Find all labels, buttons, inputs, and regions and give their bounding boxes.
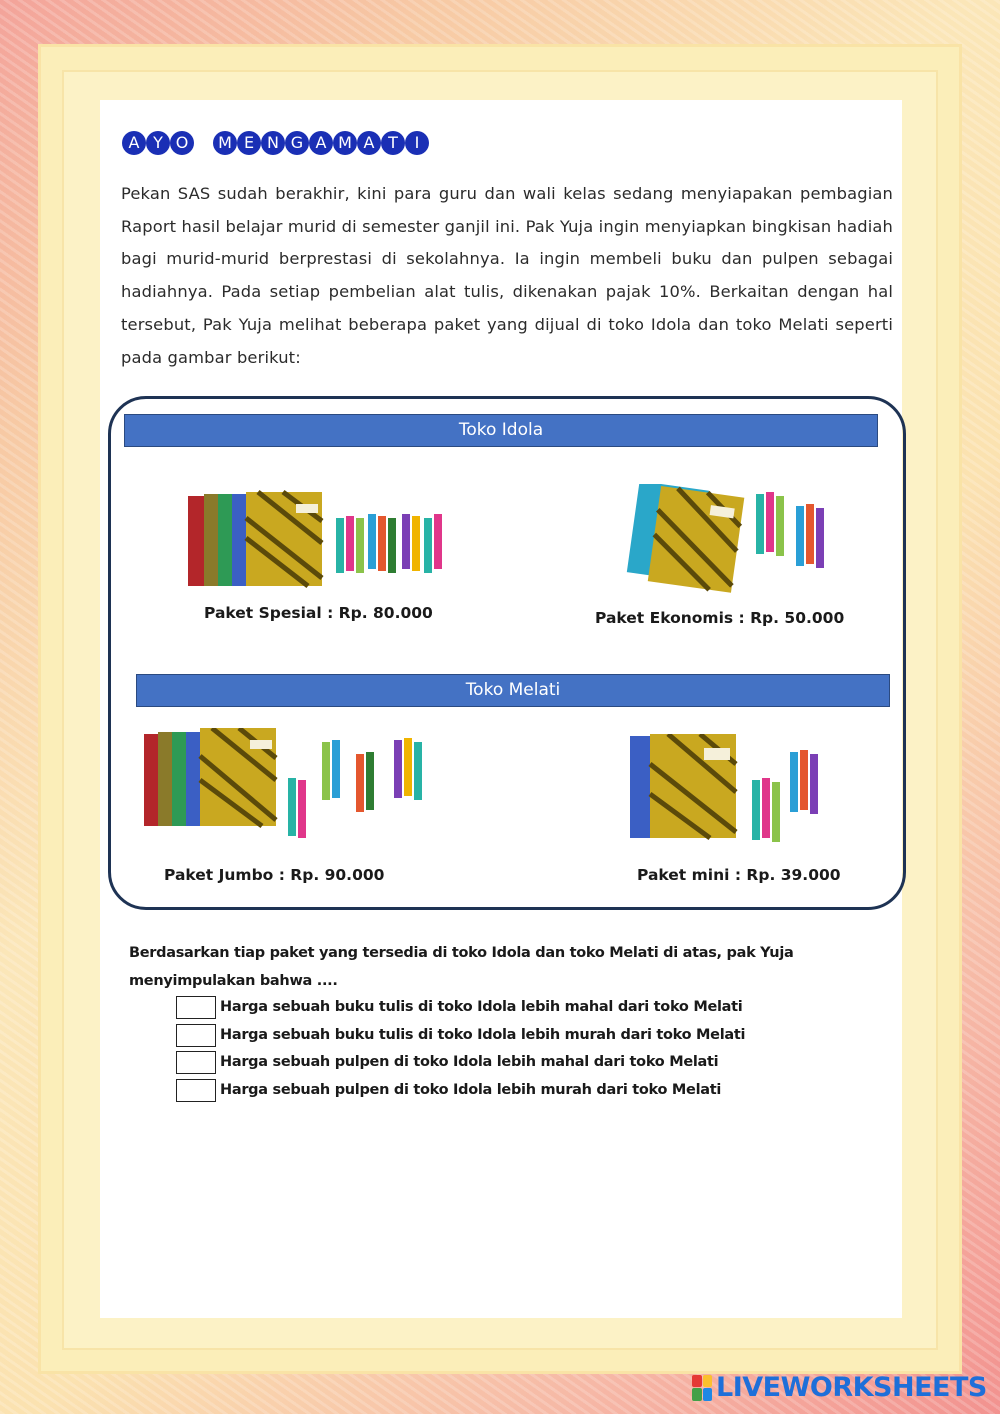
store-header-idola: Toko Idola <box>124 414 878 447</box>
title-letter: N <box>261 131 285 155</box>
package-image-spesial <box>188 488 450 590</box>
pen-icon <box>752 750 818 842</box>
title-space <box>194 131 213 155</box>
brand-name: LIVEWORKSHEETS <box>716 1372 987 1403</box>
package-image-ekonomis <box>626 484 831 594</box>
title-letter: I <box>405 131 429 155</box>
title-letter: T <box>381 131 405 155</box>
option-3 <box>176 1049 718 1075</box>
pen-icon <box>756 492 824 568</box>
option-2-label: Harga sebuah buku tulis di toko Idola lebih murah dari toko Melati <box>220 1027 746 1043</box>
option-2-checkbox[interactable] <box>176 1024 216 1047</box>
option-1-label: Harga sebuah buku tulis di toko Idola lebih mahal dari toko Melati <box>220 999 743 1015</box>
package-label-jumbo: Paket Jumbo : Rp. 90.000 <box>164 866 385 884</box>
package-label-spesial: Paket Spesial : Rp. 80.000 <box>204 604 433 622</box>
pen-icon <box>288 738 422 838</box>
title-letter: A <box>122 131 146 155</box>
title-letter: O <box>170 131 194 155</box>
option-4-checkbox[interactable] <box>176 1079 216 1102</box>
question-text: Berdasarkan tiap paket yang tersedia di toko Idola dan toko Melati di atas, pak Yuja menyimpulakan bahwa .... <box>129 945 794 989</box>
section-title <box>122 131 429 155</box>
package-image-mini <box>628 734 828 844</box>
package-label-mini: Paket mini : Rp. 39.000 <box>637 866 841 884</box>
option-3-label: Harga sebuah pulpen di toko Idola lebih mahal dari toko Melati <box>220 1054 719 1070</box>
liveworksheets-brand[interactable] <box>692 1372 987 1403</box>
option-1 <box>176 994 742 1020</box>
package-label-ekonomis: Paket Ekonomis : Rp. 50.000 <box>595 609 845 627</box>
store-header-melati: Toko Melati <box>136 674 890 707</box>
title-letter: G <box>285 131 309 155</box>
title-letter: A <box>357 131 381 155</box>
title-letter: Y <box>146 131 170 155</box>
option-3-checkbox[interactable] <box>176 1051 216 1074</box>
title-letter: E <box>237 131 261 155</box>
title-letter: M <box>333 131 357 155</box>
option-2 <box>176 1022 745 1048</box>
title-letter: A <box>309 131 333 155</box>
pen-icon <box>336 514 442 573</box>
liveworksheets-logo-icon <box>692 1375 712 1401</box>
option-1-checkbox[interactable] <box>176 996 216 1019</box>
option-4 <box>176 1077 721 1103</box>
option-4-label: Harga sebuah pulpen di toko Idola lebih murah dari toko Melati <box>220 1082 722 1098</box>
intro-paragraph: Pekan SAS sudah berakhir, kini para guru dan wali kelas sedang menyiapakan pembagian Raport hasil belajar murid di semester ganjil ini. Pak Yuja ingin menyiapkan bingkisan hadiah bagi murid-murid berprestasi di sekolahnya. Ia ingin membeli buku dan pulpen sebagai hadiahnya. Pada setiap pembelian alat tulis, dikenakan pajak 10%. Berkaitan dengan hal tersebut, Pak Yuja melihat beberapa paket yang dijual di toko Idola dan toko Melati seperti pada gambar berikut: <box>121 184 893 367</box>
package-image-jumbo <box>144 728 434 840</box>
title-letter: M <box>213 131 237 155</box>
